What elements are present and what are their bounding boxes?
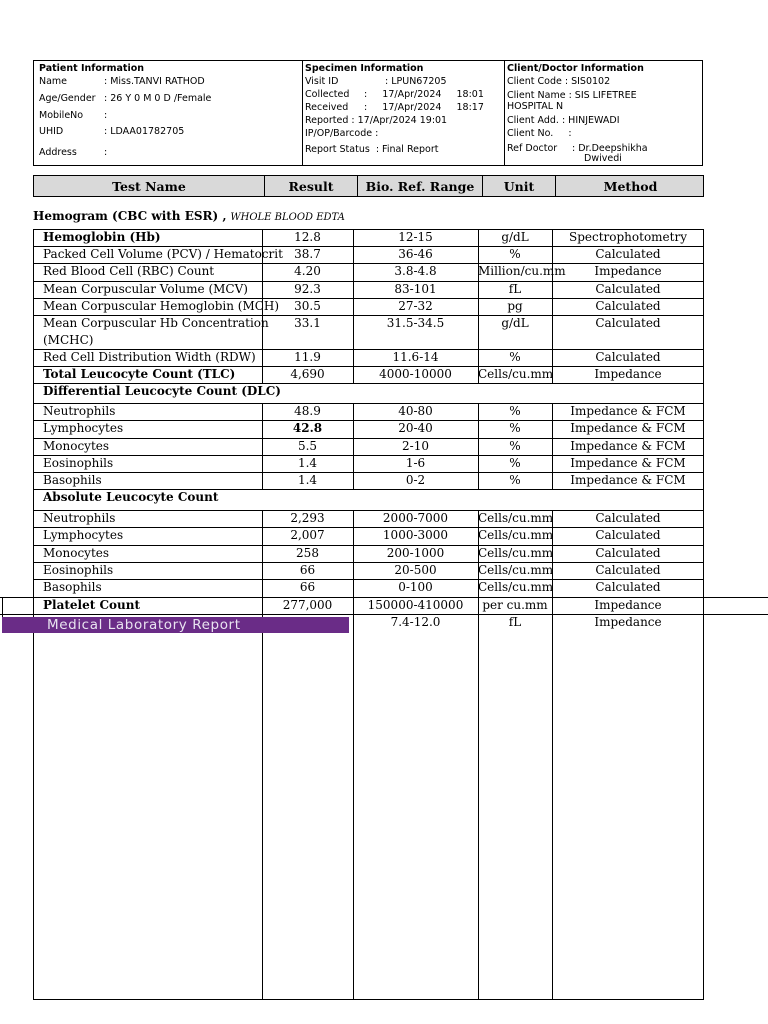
col-unit: Unit <box>483 176 556 196</box>
result-value: 4.20 <box>294 264 321 278</box>
mobile-value: : <box>104 110 108 121</box>
unit-value: Cells/cu.mm <box>478 580 554 594</box>
reference-range: 200-1000 <box>386 546 445 560</box>
specimen-information <box>302 61 505 165</box>
method-value: Impedance <box>594 598 662 612</box>
collected-value: : 17/Apr/2024 18:01 <box>364 89 484 100</box>
col-method: Method <box>603 178 658 194</box>
method-value: Impedance & FCM <box>570 421 686 435</box>
received-label: Received <box>305 102 349 113</box>
test-name: Red Cell Distribution Width (RDW) <box>43 350 256 364</box>
unit-value: % <box>509 247 521 261</box>
client-address: Client Add. : HINJEWADI <box>507 115 620 126</box>
test-name: Lymphocytes <box>43 421 124 435</box>
test-name: Eosinophils <box>43 563 114 577</box>
reference-range: 2000-7000 <box>382 511 449 525</box>
report-header <box>33 60 703 166</box>
test-name: Eosinophils <box>43 456 114 470</box>
address-label: Address <box>39 147 77 158</box>
report-title-band: Medical Laboratory Report <box>2 617 349 633</box>
method-value: Impedance & FCM <box>570 456 686 470</box>
result-value: 5.5 <box>297 439 318 453</box>
test-name: Basophils <box>43 473 102 487</box>
received-value: : 17/Apr/2024 18:17 <box>364 102 484 113</box>
test-name: Platelet Count <box>43 598 140 612</box>
reference-range: 27-32 <box>398 299 433 313</box>
method-value: Calculated <box>595 299 661 313</box>
client-doctor-information <box>504 61 702 165</box>
test-name-continued: (MCHC) <box>43 333 94 347</box>
reference-range: 31.5-34.5 <box>386 316 445 330</box>
reference-range: 150000-410000 <box>367 598 464 612</box>
unit-value: % <box>509 456 521 470</box>
reference-range: 11.6-14 <box>392 350 439 364</box>
test-name: Red Blood Cell (RBC) Count <box>43 264 215 278</box>
report-status: Report Status : Final Report <box>305 144 439 155</box>
reference-range: 1000-3000 <box>382 528 449 542</box>
method-value: Calculated <box>595 563 661 577</box>
ref-doctor-label: Ref Doctor <box>507 143 558 154</box>
visit-value: : LPUN67205 <box>385 76 447 87</box>
result-value: 66 <box>299 580 316 594</box>
result-value: 12.8 <box>294 230 321 244</box>
name-value: : Miss.TANVI RATHOD <box>104 76 205 87</box>
unit-value: % <box>509 421 521 435</box>
reference-range: 12-15 <box>398 230 433 244</box>
results-table-header <box>33 175 704 197</box>
reference-range: 0-100 <box>398 580 433 594</box>
method-value: Calculated <box>595 350 661 364</box>
unit-value: Cells/cu.mm <box>478 367 554 381</box>
test-name: Monocytes <box>43 546 110 560</box>
uhid-label: UHID <box>39 126 64 137</box>
method-value: Impedance & FCM <box>570 404 686 418</box>
reference-range: 0-2 <box>405 473 426 487</box>
method-value: Impedance & FCM <box>570 473 686 487</box>
client-code: Client Code : SIS0102 <box>507 76 611 87</box>
method-value: Calculated <box>595 247 661 261</box>
result-value: 4,690 <box>290 367 325 381</box>
reference-range: 7.4-12.0 <box>390 615 441 629</box>
reference-range: 20-40 <box>398 421 433 435</box>
result-value: 42.8 <box>292 421 323 435</box>
unit-value: Cells/cu.mm <box>478 563 554 577</box>
reference-range: 4000-10000 <box>379 367 452 381</box>
col-bio-ref-range: Bio. Ref. Range <box>358 176 483 196</box>
patient-info-title: Patient Information <box>39 63 145 74</box>
unit-value: pg <box>507 299 523 313</box>
ref-doctor-value-continued: Dwivedi <box>584 153 622 164</box>
reference-range: 36-46 <box>398 247 433 261</box>
result-value: 92.3 <box>294 282 321 296</box>
reference-range: 3.8-4.8 <box>394 264 437 278</box>
test-name: Mean Corpuscular Hemoglobin (MCH) <box>43 299 280 313</box>
result-value: 33.1 <box>294 316 321 330</box>
client-number: Client No. : <box>507 128 572 139</box>
method-value: Calculated <box>595 511 661 525</box>
result-value: 38.7 <box>294 247 321 261</box>
method-value: Impedance <box>594 367 662 381</box>
section-title: Hemogram (CBC with ESR) , <box>33 209 227 223</box>
client-info-title: Client/Doctor Information <box>507 63 644 74</box>
subheading-label: Differential Leucocyte Count (DLC) <box>43 384 281 398</box>
reference-range: 20-500 <box>394 563 437 577</box>
result-value: 30.5 <box>294 299 321 313</box>
mobile-label: MobileNo <box>39 110 84 121</box>
uhid-value: : LDAA01782705 <box>104 126 185 137</box>
subheading-label: Absolute Leucocyte Count <box>43 490 219 504</box>
name-label: Name <box>39 76 68 87</box>
unit-value: Million/cu.mm <box>478 264 566 278</box>
ref-doctor-value: : Dr.Deepshikha <box>572 143 648 154</box>
specimen-info-title: Specimen Information <box>305 63 424 74</box>
method-value: Impedance & FCM <box>570 439 686 453</box>
client-name-continued: HOSPITAL N <box>507 101 564 112</box>
reference-range: 2-10 <box>402 439 429 453</box>
test-name: Packed Cell Volume (PCV) / Hematocrit <box>43 247 283 261</box>
result-value: 48.9 <box>294 404 321 418</box>
method-value: Calculated <box>595 580 661 594</box>
method-value: Spectrophotometry <box>568 230 687 244</box>
test-name: Basophils <box>43 580 102 594</box>
method-value: Calculated <box>595 546 661 560</box>
test-name: Lymphocytes <box>43 528 124 542</box>
test-name: Total Leucocyte Count (TLC) <box>43 367 236 381</box>
unit-value: g/dL <box>501 316 529 330</box>
age-label: Age/Gender <box>39 93 96 104</box>
result-value: 277,000 <box>282 598 333 612</box>
unit-value: % <box>509 350 521 364</box>
result-value: 2,007 <box>290 528 325 542</box>
visit-label: Visit ID <box>305 76 339 87</box>
method-value: Calculated <box>595 316 661 330</box>
unit-value: Cells/cu.mm <box>478 546 554 560</box>
col-test-name: Test Name <box>34 176 265 196</box>
result-value: 2,293 <box>290 511 325 525</box>
reported-value: Reported : 17/Apr/2024 19:01 <box>305 115 448 126</box>
method-value: Calculated <box>595 528 661 542</box>
test-name: Neutrophils <box>43 511 116 525</box>
collected-label: Collected <box>305 89 350 100</box>
unit-value: per cu.mm <box>482 598 548 612</box>
test-name: Monocytes <box>43 439 110 453</box>
test-name: Mean Corpuscular Volume (MCV) <box>43 282 248 296</box>
result-value: 258 <box>296 546 319 560</box>
reference-range: 40-80 <box>398 404 433 418</box>
test-name: Hemoglobin (Hb) <box>43 230 161 244</box>
unit-value: Cells/cu.mm <box>478 528 554 542</box>
reference-range: 83-101 <box>394 282 437 296</box>
result-value: 1.4 <box>297 473 318 487</box>
patient-information <box>34 61 303 165</box>
section-specimen: WHOLE BLOOD EDTA <box>230 212 345 223</box>
result-value: 66 <box>299 563 316 577</box>
result-value: 1.4 <box>297 456 318 470</box>
unit-value: % <box>509 404 521 418</box>
address-value: : <box>104 147 108 158</box>
unit-value: % <box>509 439 521 453</box>
method-value: Impedance <box>594 264 662 278</box>
unit-value: % <box>509 473 521 487</box>
unit-value: Cells/cu.mm <box>478 511 554 525</box>
client-name: Client Name : SIS LIFETREE <box>507 90 637 101</box>
unit-value: g/dL <box>501 230 529 244</box>
unit-value: fL <box>508 615 522 629</box>
reference-range: 1-6 <box>405 456 426 470</box>
test-name: Neutrophils <box>43 404 116 418</box>
method-value: Calculated <box>595 282 661 296</box>
unit-value: fL <box>508 282 522 296</box>
age-value: : 26 Y 0 M 0 D /Female <box>104 93 212 104</box>
section-heading <box>33 209 345 223</box>
test-name: Mean Corpuscular Hb Concentration <box>43 316 269 330</box>
method-value: Impedance <box>594 615 662 629</box>
result-value: 11.9 <box>294 350 321 364</box>
ipop-barcode: IP/OP/Barcode : <box>305 128 379 139</box>
col-result: Result <box>265 176 358 196</box>
